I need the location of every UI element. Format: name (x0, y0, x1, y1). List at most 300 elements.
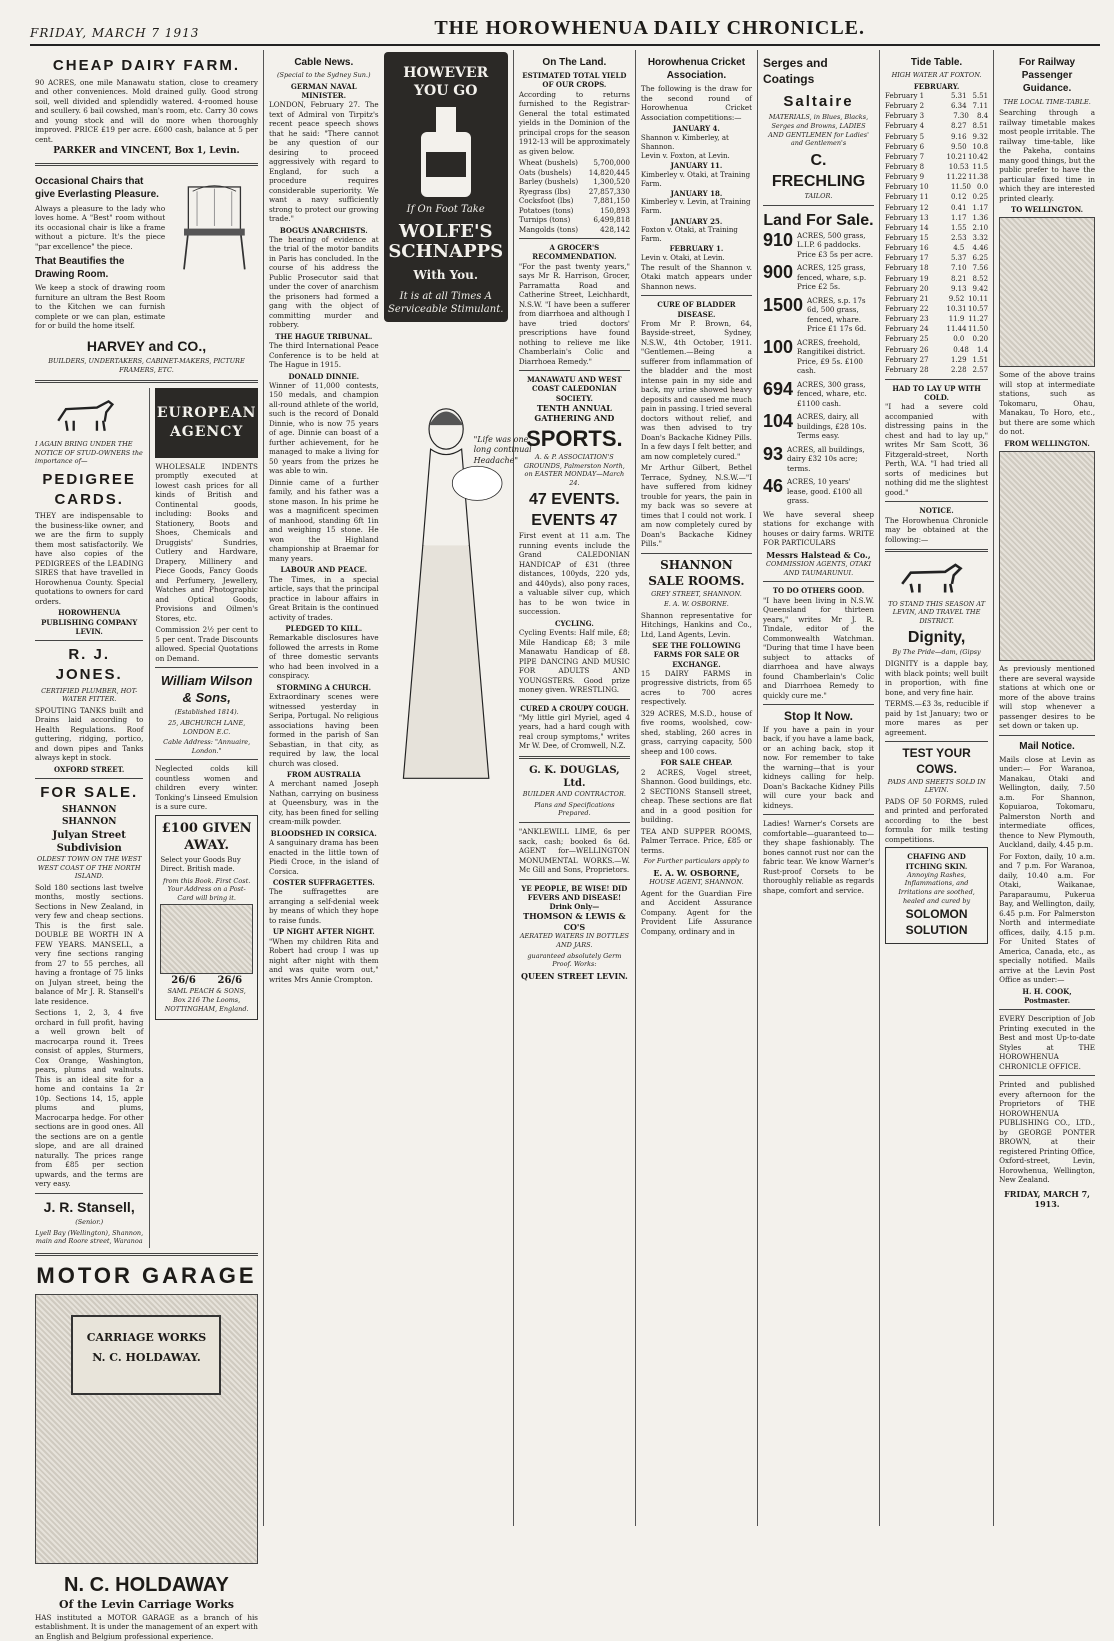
given-price-1: 26/6 (171, 975, 196, 987)
tide-evening: 10.57 (968, 304, 989, 313)
shannon-otaki-text: The result of the Shannon v. Otaki match appears under Shannon news. (640, 262, 752, 291)
tide-evening: 2.10 (972, 223, 989, 232)
tide-row (885, 233, 988, 243)
crop-name: Wheat (bushels) (518, 158, 578, 168)
osborne-name-2: E. A. W. OSBORNE, (653, 867, 740, 878)
tide-date: February 14 (885, 223, 929, 232)
crop-row (519, 196, 630, 206)
land-lot (763, 231, 874, 260)
tide-evening: 0.0 (976, 183, 989, 192)
tide-morning: 7.30 (953, 112, 969, 121)
holdaway-text: HAS instituted a MOTOR GARAGE as a branch of his establishment. It is under the management of an expert with an English and Belgium professional experience. (35, 1612, 258, 1641)
stopit-text: If you have a pain in your back, if you have a lame back, or an aching back, stop it now. For remember to take the warning—that is your kidneys calling for help. Doan's Backache Kidney Pills will cure your back and kidneys. (762, 724, 875, 810)
tide-date: February 7 (885, 152, 925, 161)
dignity-sub: By The Pride—dam, (Gipsy (892, 648, 981, 657)
given-price-2: 26/6 (217, 975, 243, 987)
tide-evening: 0.20 (972, 335, 989, 344)
sale-cheap-text: 2 ACRES, Vogel street, Shannon. Good buildings, etc. 2 SECTIONS Stansell street, cheap. These sections are flat and in a good position for building. (640, 767, 752, 825)
tide-evening: 8.51 (972, 122, 989, 131)
grocer-text: "For the past twenty years," says Mr R. Harrison, Grocer, Parramatta Road and Catherine Street, Leichhardt, N.S.W. "I have been a sufferer from diarrhoea and although I have tried doctors' prescriptions have found nothing to relieve me like Chamberlain's Colic and Diarrhoea Remedy." (518, 261, 630, 366)
tide-evening: 11.5 (972, 162, 989, 171)
wilson-cable: Cable Address: "Annuaire, London." (163, 738, 251, 755)
jones-text: SPOUTING TANKS built and Drains laid according to Health Regulations. Roof guttering, ridging, portico, and down pipes and Tanks always kept in stock. (35, 705, 144, 763)
tide-date: February 17 (885, 254, 929, 263)
horse-icon (35, 388, 143, 438)
tide-evening: 0.25 (972, 193, 989, 202)
tide-date: February 12 (885, 203, 929, 212)
grocer-heading: A GROCER'S RECOMMENDATION. (532, 243, 617, 262)
mail-text-2: For Foxton, daily, 10 a.m. and 7 p.m. For Waranoa, daily, 10.40 a.m. For Otaki, Waikanae, Paraparaumu, Pukerua Bay, and Wellington, daily, 6.45 p.m. For Palmerston North and intermediate offices, daily, 4.15 p.m. For United States of America, Canada, etc., as specially notified. Mails arrive at the Levin Post Office as under:— (999, 851, 1095, 985)
tide-evening: 11.50 (968, 325, 989, 334)
frechling-name: C. FRECHLING (771, 151, 866, 190)
tide-row (885, 192, 988, 202)
shannon-sale-title: SHANNON SALE ROOMS. (648, 557, 745, 588)
events-count: 47 EVENTS. EVENTS 47 (529, 491, 620, 530)
tide-morning: 7.10 (950, 264, 967, 273)
tide-row (885, 101, 988, 111)
chafing-text: Annoying Rashes, Inflammations, and Irritations are soothed, healed and cured by (898, 870, 975, 905)
land-lot-acres: 104 (762, 411, 794, 432)
ankle-text: "ANKLEWILL LIME, 6s per sack, cash; booked 6s 6d. AGENT for—WELLINGTON MONUMENTAL WORKS.—W. Mc Gill and Sons, Proprietors. (518, 827, 630, 875)
tide-evening: 4.46 (972, 244, 989, 253)
tide-date: February 16 (885, 244, 929, 253)
fixture-date: JANUARY 11. (670, 161, 723, 171)
fixture-date: FEBRUARY 1. (669, 244, 724, 254)
from-wellington: FROM WELLINGTON. (1004, 438, 1090, 448)
chafing-ad: CHAFING AND ITCHING SKIN. Annoying Rashes, Inflammations, and Irritations are soothed, healed and cured by SOLOMON SOLUTION (885, 847, 988, 943)
stansell-sub: (Senior.) (75, 1218, 104, 1227)
tide-morning: 11.44 (946, 325, 967, 334)
particulars-text: For Further particulars apply to (643, 857, 750, 866)
land-lot-acres: 900 (762, 262, 794, 283)
fixture-item: Foxton v. Otaki, at Training Farm. (640, 225, 738, 244)
tide-date: February 28 (885, 365, 929, 374)
tide-row (885, 253, 988, 263)
sports-text: First event at 11 a.m. The running events include the Grand CALEDONIAN HANDICAP of £31 (three distances, 100yds, 220 yds, and 440yds), also pony races, a valuable silver cup, which has to be won twice in succession. (518, 531, 630, 617)
headache-quote: "Life was one long continual Headache" (473, 434, 532, 465)
pedigree-publisher: HOROWHENUA PUBLISHING COMPANY LEVIN. (41, 608, 138, 636)
fixture-item: Shannon v. Kimberley, at Shannon. (640, 133, 729, 151)
tide-date: February 8 (885, 162, 925, 171)
tide-morning: 4.5 (953, 244, 965, 253)
bottle-icon (406, 107, 486, 197)
masthead-title: THE HOROWHENUA DAILY CHRONICLE. (434, 17, 866, 39)
tide-date: February 6 (885, 142, 925, 151)
tide-morning: 5.37 (950, 254, 967, 263)
crop-name: Potatoes (tons) (518, 205, 574, 215)
rail-title: For Railway Passenger Guidance. (1018, 57, 1076, 95)
column-4 (514, 50, 636, 1526)
cold-text: "I had a severe cold accompanied with distressing pains in the chest and had to lay up," writes Mr Sam Scott, 36 Fitzgerald-street, North Perth, W.A. "I had tried all sorts of medicines but nothing did me the slightest good." (885, 402, 989, 497)
tide-row (885, 314, 988, 324)
tenth-heading: TENTH ANNUAL GATHERING AND (534, 402, 615, 424)
tide-evening: 1.4 (976, 345, 989, 354)
farm15-text: 15 DAIRY FARMS in progressive districts, from 65 acres to 700 acres respectively. (640, 668, 752, 707)
column-3 (264, 50, 532, 1526)
tide-morning: 0.12 (950, 193, 967, 202)
dignity-name: Dignity, (907, 629, 966, 647)
given-away-ad: £100 GIVEN AWAY. Select your Goods Buy Direct. British made. from this Book. First Cost. Your Address on a Post-Card will bring it. 26/6 26/6 SAML PEACH & SONS, Box 216 The Looms, NOTTINGHAM, England. (155, 815, 258, 1020)
carriage-works-sign: CARRIAGE WORKS (86, 1330, 207, 1344)
labour-text: The Times, in a special article, says that the principal practice in labour affairs in Great Britain is the continued activity of trades. (268, 574, 379, 622)
house-agent: HOUSE AGENT, SHANNON. (649, 878, 744, 887)
tide-date: February 10 (885, 183, 929, 192)
tide-morning: 8.21 (950, 274, 967, 283)
nominate-heading: NOTICE. (919, 506, 954, 516)
dinnie-heading: DONALD DINNIE. (288, 371, 360, 381)
tide-sub: HIGH WATER AT FOXTON. (891, 71, 982, 80)
tide-morning: 9.13 (950, 284, 967, 293)
masthead (30, 10, 1100, 46)
tide-row (885, 334, 988, 344)
tide-month: FEBRUARY. (913, 81, 960, 91)
tide-evening: 10.42 (968, 152, 989, 161)
tide-date: February 11 (885, 193, 929, 202)
saltaire-title: Saltaire (783, 92, 854, 110)
column-tide (880, 50, 994, 1526)
column-6 (758, 50, 880, 1526)
tide-evening: 7.11 (972, 102, 989, 111)
tide-table (885, 91, 988, 375)
crop-row (519, 158, 630, 168)
tide-evening: 3.32 (972, 233, 989, 242)
european-text: WHOLESALE INDENTS promptly executed at lowest cash prices for all kinds of British and Continental goods, including: Books and Stationery, Boots and Shoes, Chemicals and Druggists' Sundries, Cutlery and Hardware, Drapery, Millinery and Piece Goods, Fancy Goods and Perfumery, Jewellery, Watches and Photographic and Optical Goods, Provisions and Oilmen's Stores, etc. (155, 461, 258, 623)
tide-evening: 11.38 (968, 173, 989, 182)
postmaster: H. H. COOK, Postmaster. (1022, 986, 1072, 1006)
rail-note-2: As previously mentioned there are several wayside stations at which one or more of the above trains will stop whenever a passenger desires to be set down or taken up. (999, 664, 1095, 731)
land-lot-acres: 93 (762, 443, 783, 464)
crop-value: 27,857,330 (588, 186, 630, 196)
land-lot-desc: ACRES, s.p. 17s 6d, 500 grass, fenced, whare. Price £1 17s 6d. (807, 295, 867, 334)
holdaway-name: N. C. HOLDAWAY (64, 1573, 229, 1596)
tide-row (885, 203, 988, 213)
guaranteed-text: guaranteed absolutely Germ Proof. Works: (527, 951, 622, 969)
tide-evening: 7.56 (972, 264, 989, 273)
halstead-text: We have several sheep stations for exchange with houses or dairy farms. WRITE FOR PARTICULARS (762, 509, 875, 548)
crop-value: 150,893 (600, 205, 630, 215)
thomson-name: THOMSON & LEWIS & CO'S (523, 911, 626, 932)
tide-morning: 11.50 (950, 183, 972, 192)
upnight-text: "When my children Rita and Robert had croup I was up night after night with them and was quite worn out," writes Mrs Annie Crompton. (268, 936, 379, 984)
tide-row (885, 243, 988, 253)
crop-row (519, 215, 630, 225)
tide-row (885, 365, 988, 375)
oldest-town: OLDEST TOWN ON THE WEST WEST COAST OF THE NORTH ISLAND. (36, 854, 142, 881)
farm-text: 90 ACRES, one mile Manawatu station, close to creamery and other conveniences. Mold drained gully. Good strong soil, well divided and splendidly watered. 4-roomed house and scullery. 6 bail cowshed, man's room, etc. Carry 30 cows and young stock and will do more when thoroughly improved. PRICE £19 per acre. £600 cash, balance at 5 per cent. (35, 77, 258, 144)
tide-date: February 1 (885, 92, 925, 100)
rail-sub: THE LOCAL TIME-TABLE. (1003, 97, 1091, 106)
tide-date: February 4 (885, 122, 925, 131)
stopit-title: Stop It Now. (784, 709, 853, 724)
douglas-name: G. K. DOUGLAS, Ltd. (529, 764, 620, 790)
crop-row (519, 187, 630, 197)
suffragettes-heading: COSTER SUFFRAGETTES. (272, 878, 375, 888)
suffragettes-text: The suffragettes are arranging a self-denial week by means of which they hope to raise funds. (268, 887, 379, 925)
given-sub-1: Select your Goods Buy Direct. British made. (160, 856, 241, 874)
tide-row (885, 132, 988, 142)
land-lot-acres: 100 (762, 336, 794, 357)
tide-date: February 18 (885, 264, 929, 273)
tide-date: February 3 (885, 112, 925, 121)
land-lot-acres: 1500 (762, 294, 804, 315)
tide-row (885, 304, 988, 314)
fixture-date: JANUARY 4. (673, 124, 720, 134)
masthead-date: FRIDAY, MARCH 7 1913 (30, 26, 200, 40)
farm-title: CHEAP DAIRY FARM. (52, 57, 240, 74)
osborne-text: Shannon representative for Hitchings, Hankins and Co., Ltd, Land Agents, Levin. (640, 610, 752, 639)
jones-sub: CERTIFIED PLUMBER, HOT-WATER FITTER. (41, 686, 138, 704)
tide-date: February 24 (885, 325, 929, 334)
tide-morning: 1.17 (950, 213, 967, 222)
drawing-text: We keep a stock of drawing room furniture an ultram the Best Room to the Kitchen we can furnish complete or we can plan, estimate for or build the home itself. (35, 283, 166, 331)
dignity-terms: TERMS.—£3 3s, reducible if paid by 1st January; two or more mares as per agreement. (885, 699, 989, 737)
harvey-name: HARVEY and CO., (86, 337, 207, 354)
tide-row (885, 274, 988, 284)
crop-row (519, 168, 630, 178)
fixture-item: Levin v. Foxton, at Levin. (640, 152, 730, 161)
land-lot (763, 296, 874, 334)
julyan-title: Julyan Street Subdivision (52, 829, 126, 854)
timetable-to-wellington (999, 217, 1095, 367)
land-lot (763, 263, 874, 292)
wilson-est: (Established 1814). (174, 708, 239, 717)
imprint-text: Printed and published every afternoon for the Proprietors of THE HOROWHENUA PUBLISHING CO., LTD., by GEORGE PONTER BROWN, at their registered Printing Office, Oxford-street, Levin, Horowhenua, Wellington, New Zealand. (999, 1080, 1095, 1185)
land-lot-acres: 46 (762, 476, 783, 497)
job-text: EVERY Description of Job Printing executed in the Best and most Up-to-date Styles at THE HOROWHENUA CHRONICLE OFFICE. (999, 1014, 1095, 1071)
tide-evening: 2.57 (972, 365, 989, 374)
mail-text: Mails close at Levin as under:— For Waranoa, Manakau, Otaki and Wellington, daily, 7.50 a.m. For Shannon, Kopuiaroa, Tokomaru, Palmerston North and intermediate offices, thence to New Plymouth, Auckland, daily, 4.45 p.m. (999, 754, 1095, 850)
tide-row (885, 172, 988, 182)
drawing-title: That Beautifies the Drawing Room. (35, 256, 125, 281)
tide-date: February 27 (885, 355, 929, 364)
tide-date: February 9 (885, 173, 925, 182)
tonking-text: Neglected colds kill countless women and children every winter. Tonking's Linseed Emulsion is a sure cure. (155, 764, 258, 812)
stansell-addr: Lyell Bay (Wellington), Shannon, main and Roore street, Waranoa (35, 1228, 144, 1246)
crop-row (519, 177, 630, 187)
tide-date: February 20 (885, 284, 929, 293)
european-agency-banner: EUROPEAN AGENCY (155, 388, 258, 458)
tide-morning: 1.29 (950, 355, 967, 364)
serges-title: Serges and Coatings (762, 56, 828, 86)
hague-heading: THE HAGUE TRIBUNAL. (275, 331, 373, 341)
onland-title: On The Land. (542, 57, 607, 68)
tide-morning: 10.31 (946, 304, 967, 313)
cricket-text: The following is the draw for the second round of Horowhenua Cricket Association competitions:— (640, 84, 752, 122)
pedigree-intro: I AGAIN BRING UNDER THE NOTICE OF STUD-OWNERS the importance of— (35, 440, 143, 466)
commission-text: COMMISSION AGENTS, OTAKI AND TAUMARUNUI. (765, 560, 872, 577)
tide-evening: 1.36 (972, 213, 989, 222)
tide-row (885, 142, 988, 152)
horse-icon-2 (885, 557, 988, 597)
land-lot (763, 380, 874, 409)
motor-garage-title: MOTOR GARAGE (36, 1262, 257, 1288)
land-lot-desc: ACRES, 10 years' lease, good. £100 all grass. (787, 477, 863, 506)
tide-morning: 9.50 (950, 142, 967, 151)
cold-heading: HAD TO LAY UP WITH COLD. (892, 383, 981, 403)
australia-text: A merchant named Joseph Nathan, carrying on business at Queensbury, was in the city, has been fined for selling cream-milk powder. (268, 779, 379, 827)
stansell-name: J. R. Stansell, (43, 1198, 135, 1215)
tide-date: February 5 (885, 132, 925, 141)
cheap-heading: FOR SALE CHEAP. (660, 758, 733, 768)
sports-title: SPORTS. (526, 425, 623, 451)
columns (30, 50, 1100, 1641)
wilson-name: William Wilson & Sons, (160, 673, 253, 706)
douglas-plans: Plans and Specifications Prepared. (534, 800, 615, 818)
land-lot (763, 412, 874, 441)
pedigree-title: PEDIGREE CARDS. (42, 470, 136, 508)
german-text: LONDON, February 27. The text of Admiral von Tirpitz's recent peace speech shows that he said: "There cannot be any question of our desiring to proceed aggressively with regard to England, for such a procedure requires considerable superiority. We want a navy sufficiently strong to protect our growing trade." (268, 100, 379, 224)
yield-text: According to returns furnished to the Registrar-General the total estimated yields in the Dominion of the principal crops for the season 1912-13 will be approximately as given below. (518, 89, 630, 156)
crop-name: Barley (bushels) (518, 177, 579, 187)
wilson-addr: 25, ABCHURCH LANE, LONDON E.C. (168, 718, 246, 736)
tide-row (885, 294, 988, 304)
european-text-2: Commission 2½ per cent to 5 per cent. Trade Discounts allowed. Special Quotations on Demand. (155, 625, 258, 663)
tide-row (885, 162, 988, 172)
tide-evening: 1.51 (972, 355, 989, 364)
tide-row (885, 284, 988, 294)
holdaway-sub: Of the Levin Carriage Works (59, 1598, 234, 1612)
tide-morning: 11.9 (948, 315, 965, 324)
tide-morning: 6.34 (950, 102, 967, 111)
ofasa-text: TO STAND THIS SEASON AT LEVIN, AND TRAVEL THE DISTRICT. (888, 599, 986, 625)
bogus-heading: BOGUS ANARCHISTS. (279, 225, 368, 235)
footer-date: FRIDAY, MARCH 7, 1913. (1004, 1188, 1090, 1210)
tide-evening: 5.51 (972, 92, 989, 100)
dignity-text: DIGNITY is a dapple bay, with black points; well built in proportion, with fine bone, and very fine hair. (885, 659, 989, 697)
tide-morning: 10.53 (948, 162, 969, 171)
shannon-header: SHANNON SHANNON (61, 804, 117, 827)
land-lot (763, 338, 874, 376)
land-lot-acres: 694 (762, 378, 794, 399)
tide-morning: 9.52 (948, 294, 965, 303)
aerated-text: AERATED WATERS IN BOTTLES AND JARS. (519, 932, 629, 949)
harvey-sub: BUILDERS, UNDERTAKERS, CABINET-MAKERS, PICTURE FRAMERS, ETC. (48, 357, 245, 374)
land-title: Land For Sale. (763, 211, 874, 229)
bladder-heading: CURE OF BLADDER DISEASE. (657, 300, 736, 319)
others-heading: TO DO OTHERS GOOD. (772, 586, 865, 596)
tide-row (885, 355, 988, 365)
tide-morning: 2.28 (950, 365, 967, 374)
crop-name: Ryegrass (lbs) (518, 186, 571, 196)
carriage-works-photo (35, 1294, 258, 1564)
testcows-text: PADS OF 50 FORMS, ruled and printed and perforated according to the best formula for milk testing competitions. (885, 796, 989, 844)
land-lot-desc: ACRES, freehold, Rangitikei district. Price, £9 5s. £100 cash. (797, 337, 866, 376)
cycling-heading: CYCLING. (554, 618, 594, 628)
tide-row (885, 152, 988, 162)
chairs-text: Always a pleasure to the lady who loves home. A "Best" room without its occasional chair is like a frame without a picture. It's the piece "par excellence" the piece. (35, 203, 166, 251)
crop-value: 14,820,445 (588, 167, 630, 177)
land-lot-desc: ACRES, 300 grass, fenced, whare, etc. £1100 cash. (797, 379, 867, 408)
testcows-title: TEST YOUR COWS. (902, 746, 971, 776)
crop-value: 1,300,520 (593, 177, 630, 187)
tide-row (885, 345, 988, 355)
crop-name: Cocksfoot (lbs) (518, 196, 574, 206)
tide-evening: 8.4 (976, 112, 989, 121)
farm329-text: 329 ACRES, M.S.D., house of five rooms, woolshed, cow-shed, stabling, 260 acres in grass, carrying capacity, 500 sheep and 100 cows. (640, 708, 752, 756)
labour-heading: LABOUR AND PEACE. (280, 565, 368, 575)
tide-date: February 21 (885, 294, 929, 303)
tide-row (885, 263, 988, 273)
fixture-item: Kimberley v. Otaki, at Training Farm. (640, 170, 751, 188)
given-sub-2: from this Book. First Cost. Your Address on a Post-Card will bring it. (163, 876, 251, 902)
osborne-name: E. A. W. OSBORNE. (664, 600, 729, 609)
tide-morning: 11.22 (946, 173, 967, 182)
crop-value: 428,142 (600, 224, 630, 234)
tide-morning: 8.27 (950, 122, 967, 131)
corsica-heading: BLOODSHED IN CORSICA. (270, 828, 377, 838)
tide-morning: 0.48 (953, 345, 969, 354)
rail-note: Some of the above trains will stop at intermediate stations, such as Tokomaru, Ohau, Manakau, To Horo, etc., but there are some which do not. (999, 370, 1095, 437)
crop-row (519, 225, 630, 235)
corsica-text: A sanguinary drama has been enacted in the little town of Piedi Croce, in the island of Corsica. (268, 838, 379, 876)
column-5 (636, 50, 758, 1526)
nominate-text: The Horowhenua Chronicle may be obtained at the following:— (885, 515, 989, 544)
tide-morning: 0.41 (950, 203, 967, 212)
hague-text: The third International Peace Conference is to be held at The Hague in 1915. (268, 341, 379, 370)
tide-evening: 8.52 (972, 274, 989, 283)
tide-date: February 25 (885, 335, 929, 344)
column-1 (30, 50, 264, 1641)
tide-date: February 13 (885, 213, 929, 222)
tide-evening: 9.32 (972, 132, 989, 141)
tide-title: Tide Table. (910, 57, 963, 68)
chair-illustration (171, 171, 258, 281)
land-lot (763, 477, 874, 506)
tide-evening: 11.27 (968, 315, 989, 324)
storming-text: Extraordinary scenes were witnessed yesterday in Seripa, Portugal. No religious associations having been formed in the parish of San Sebastian, in that city, as required by law, the local church was closed. (268, 692, 379, 768)
tide-morning: 0.0 (953, 335, 965, 344)
land-lot-desc: ACRES, dairy, all buildings, £28 10s. Terms easy. (797, 412, 867, 441)
tide-date: February 22 (885, 304, 929, 313)
tide-row (885, 223, 988, 233)
pledged-heading: PLEDGED TO KILL. (285, 624, 363, 634)
tide-row (885, 182, 988, 192)
tailor-label: TAILOR. (804, 191, 833, 200)
tide-evening: 10.8 (972, 142, 989, 151)
column-8 (994, 50, 1100, 1526)
tide-morning: 9.16 (950, 132, 967, 141)
holdaway-sign: N. C. HOLDAWAY. (92, 1351, 201, 1365)
given-firm: SAML PEACH & SONS, Box 216 The Looms, NOTTINGHAM, England. (164, 987, 249, 1013)
german-heading: GERMAN NAVAL MINISTER. (290, 81, 357, 100)
rail-text: Searching through a railway timetable makes most people irritable. The railway time-table, like the Pakeha, contains many good things, but the public prefer to have the particular fixed time in which they are interested printed clearly. (999, 108, 1095, 203)
land-lot-desc: ACRES, all buildings, dairy £32 10s acre; terms. (787, 444, 865, 473)
crops-table (519, 158, 630, 234)
tide-evening: 1.17 (972, 203, 989, 212)
subdiv-text-2: Sections 1, 2, 3, 4 five orchard in full profit, having a well grown belt of macrocarpa round it. Trees consist of apples, Sturmers, Cox Orange, Washington, pears, plums and walnuts. This is an ideal site for a home and contains 1a 2r 10p. Sections 14, 15, apple plums and plums, Macrocarpa hedge. For other sections are in good ones. All the sections are on a gentle slope, and are all drained naturally. The prices range from £85 per section upwards, and the terms are very easy. (35, 1008, 144, 1189)
tide-morning: 1.55 (950, 223, 967, 232)
forsale-title: FOR SALE. (40, 784, 139, 802)
fixture-date: JANUARY 18. (670, 189, 723, 199)
crop-name: Oats (bushels) (518, 167, 572, 177)
chairs-title: Occasional Chairs that give Everlasting Pleasure. (35, 176, 159, 201)
dinnie-text: Winner of 11,000 contests, 150 medals, and champion all-round athlete of the world, such is the record of Donald Dinnie, who is now 75 years of age. Dinnie can boast of a further achievement, for he managed to make a living for 50 years from the prizes he was able to win. (268, 380, 379, 476)
subdiv-text: Sold 180 sections last twelve months, mostly sections. Sections in New Zealand, in very few and cheap sections. This is the first sale. DOUBLE BE WORTH IN A FEW YEARS. MANSELL, a very fine sections ranging from 27 to 55 perches, all having a frontage of 75 links on Julyan street, being the balance of Mr J. R. Stansell's late residence. (35, 882, 144, 1006)
croupy-heading: CURED A CROUPY COUGH. (520, 703, 629, 713)
tide-row (885, 121, 988, 131)
cycling-text: Cycling Events: Half mile, £8; Mile Handicap £8; 3 mile Manawatu Handicap of £8. PIPE DANCING AND MUSIC FOR ADULTS AND YOUNGSTERS. Good prize money given. WRESTLING. (518, 628, 630, 695)
bladder-text: From Mr P. Brown, 64, Bayside-street, Sydney, N.S.W., 4th October, 1911. "Gentlemen.—Being a sufferer from inflammation of the bladder and the most intense pain in my side and back, my urine showed heavy deposits and caused me much pain in passing. I tried several doctors without relief, and was then advised to try Doan's Backache Kidney Pills. In a few days I felt better, and am now completely cured." (640, 318, 752, 461)
land-lot-acres: 910 (762, 229, 794, 250)
farms-heading: SEE THE FOLLOWING FARMS FOR SALE OR EXCHANGE. (652, 641, 741, 669)
fixture-item: Levin v. Otaki, at Levin. (640, 253, 725, 262)
testcows-sub: PADS AND SHEETS SOLD IN LEVIN. (887, 777, 986, 795)
guardian-text: Agent for the Guardian Fire and Accident Assurance Company. Agent for the Provident Life Assurance Company, ordinary and in (640, 888, 752, 936)
dinnie-text-2: Dinnie came of a further family, and his father was a stone mason. In his prime he was a magnificent specimen of manhood, standing 6ft 1in and weighing 15 stone. He won the Highland championship at Braemar for many years. (268, 477, 379, 563)
land-lots (763, 231, 874, 506)
manawatu-heading: MANAWATU AND WEST COAST CALEDONIAN SOCIETY. (527, 375, 622, 403)
tide-date: February 19 (885, 274, 929, 283)
